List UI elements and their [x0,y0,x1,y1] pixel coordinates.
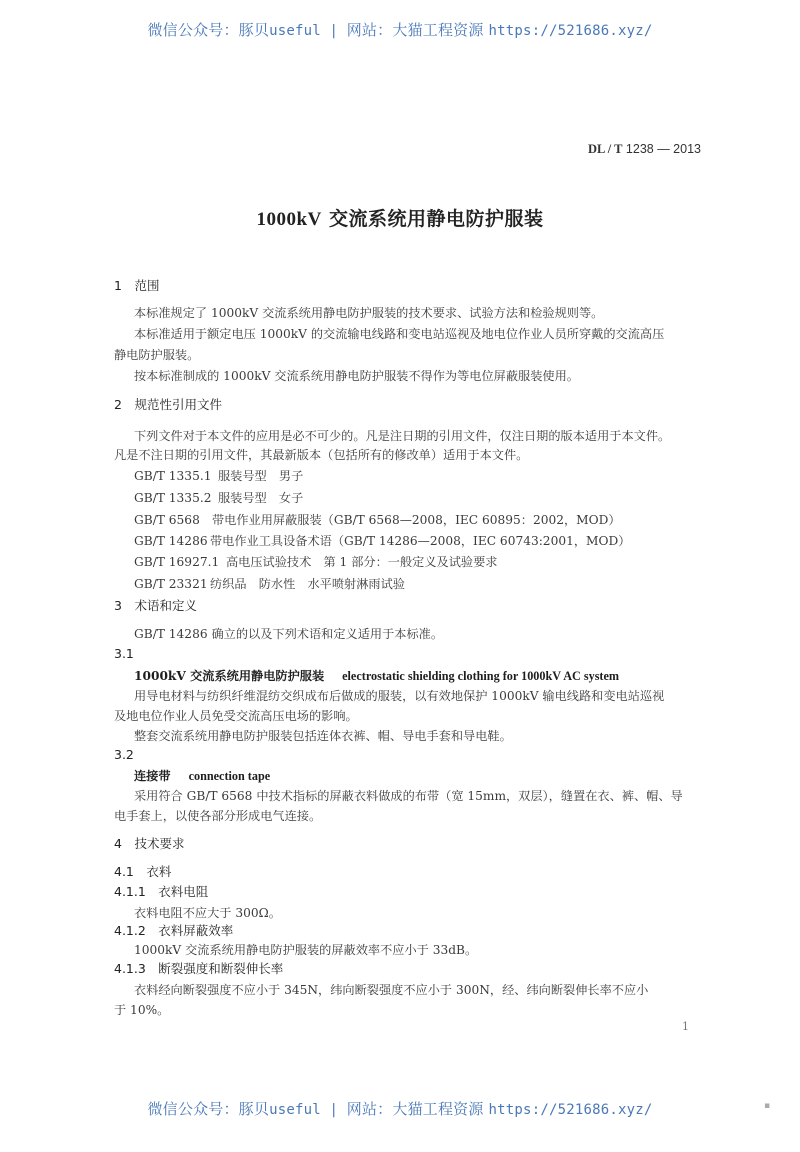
reference-item [134,490,303,506]
watermark-separator: | [320,1102,347,1118]
reference-item [134,554,497,570]
reference-title: 服装号型 女子 [218,491,304,505]
watermark-url[interactable]: https://521686.xyz/ [488,23,653,39]
term-3-1-definition-2: 整套交流系统用静电防护服装包括连体衣裤、帽、导电手套和导电鞋。 [134,729,512,743]
section-1-heading: 1 范围 [114,278,160,293]
standard-number [588,142,701,157]
reference-item [134,576,405,592]
term-3-2-chinese: 连接带 [134,769,171,783]
reference-code: GB/T 23321 [134,577,208,591]
standard-code: 1238 — 2013 [622,142,701,156]
section-4-1-3-paragraph-b: 于 10%。 [114,1003,170,1017]
section-1-paragraph-2a: 本标准适用于额定电压 1000kV 的交流输电线路和变电站巡视及地电位作业人员所穿戴的交流高压 [134,327,665,341]
section-4-1-3-paragraph-a: 衣料经向断裂强度不应小于 345N，纬向断裂强度不应小于 300N，经、纬向断裂伸长率不应小 [134,983,649,997]
section-4-1-1-paragraph: 衣料电阻不应大于 300Ω。 [134,906,281,920]
reference-code: GB/T 6568 [134,513,200,527]
reference-code: GB/T 14286 [134,534,208,548]
term-3-1-definition-1b: 及地电位作业人员免受交流高压电场的影响。 [114,709,358,723]
reference-code: GB/T 1335.2 [134,491,212,505]
term-3-2-number: 3.2 [114,747,134,762]
term-3-1-definition-1a: 用导电材料与纺织纤维混纺交织成布后做成的服装，以有效地保护 1000kV 输电线路和变电站巡视 [134,689,665,703]
corner-mark-icon: ▪ [764,1101,771,1111]
section-4-1-2-paragraph: 1000kV 交流系统用静电防护服装的屏蔽效率不应小于 33dB。 [134,943,478,957]
term-3-1-number: 3.1 [114,646,134,661]
reference-item [134,468,303,484]
term-3-2-title [134,768,270,784]
section-4-1-heading: 4.1 衣料 [114,864,172,879]
watermark-useful: useful [269,23,321,39]
watermark-useful: useful [269,1102,321,1118]
reference-code: GB/T 16927.1 [134,555,220,569]
page-number: 1 [682,1020,689,1033]
section-4-1-3-heading: 4.1.3 断裂强度和断裂伸长率 [114,961,284,976]
watermark-prefix: 微信公众号：豚贝 [147,21,270,39]
document-title [0,204,800,231]
watermark-prefix: 微信公众号：豚贝 [147,1100,270,1118]
reference-title: 服装号型 男子 [218,469,304,483]
section-2-paragraph-1b: 凡是不注日期的引用文件，其最新版本（包括所有的修改单）适用于本文件。 [114,448,529,462]
section-4-heading: 4 技术要求 [114,836,185,851]
term-3-1-english: electrostatic shielding clothing for 1000kV AC system [342,669,620,683]
term-3-1-chinese: 1000kV 交流系统用静电防护服装 [134,669,325,683]
term-3-2-definition-1a: 采用符合 GB/T 6568 中技术指标的屏蔽衣料做成的布带（宽 15mm，双层），缝置在衣、裤、帽、导 [134,789,683,803]
reference-title: 带电作业工具设备术语（GB/T 14286—2008，IEC 60743:2001，MOD） [210,534,631,548]
section-1-paragraph-3: 按本标准制成的 1000kV 交流系统用静电防护服装不得作为等电位屏蔽服装使用。 [134,369,579,383]
watermark-separator: | [320,23,347,39]
reference-title: 高电压试验技术 第 1 部分：一般定义及试验要求 [226,555,498,569]
watermark-url[interactable]: https://521686.xyz/ [488,1102,653,1118]
reference-item [134,533,630,549]
reference-item [134,512,621,528]
section-4-1-1-heading: 4.1.1 衣料电阻 [114,884,209,899]
title-voltage: 1000kV [256,209,322,230]
reference-code: GB/T 1335.1 [134,469,212,483]
term-3-2-definition-1b: 电手套上，以使各部分形成电气连接。 [114,809,322,823]
watermark-site-label: 网站：大猫工程资源 [346,1100,489,1118]
watermark-top [0,19,800,40]
term-3-1-title [134,668,619,684]
section-2-heading: 2 规范性引用文件 [114,397,222,412]
section-3-heading: 3 术语和定义 [114,598,197,613]
standard-prefix: DL / T [587,142,623,156]
watermark-site-label: 网站：大猫工程资源 [346,21,489,39]
title-text: 交流系统用静电防护服装 [321,208,544,230]
reference-title: 纺织品 防水性 水平喷射淋雨试验 [210,577,405,591]
section-2-paragraph-1a: 下列文件对于本文件的应用是必不可少的。凡是注日期的引用文件，仅注日期的版本适用于本文件。 [134,429,671,443]
watermark-bottom [0,1098,800,1119]
section-1-paragraph-1: 本标准规定了 1000kV 交流系统用静电防护服装的技术要求、试验方法和检验规则等。 [134,306,604,320]
section-4-1-2-heading: 4.1.2 衣料屏蔽效率 [114,923,234,938]
reference-title: 带电作业用屏蔽服装（GB/T 6568—2008，IEC 60895：2002，MOD） [212,513,621,527]
section-3-paragraph-1: GB/T 14286 确立的以及下列术语和定义适用于本标准。 [134,627,444,641]
term-3-2-english: connection tape [188,769,271,783]
section-1-paragraph-2b: 静电防护服装。 [114,348,200,362]
